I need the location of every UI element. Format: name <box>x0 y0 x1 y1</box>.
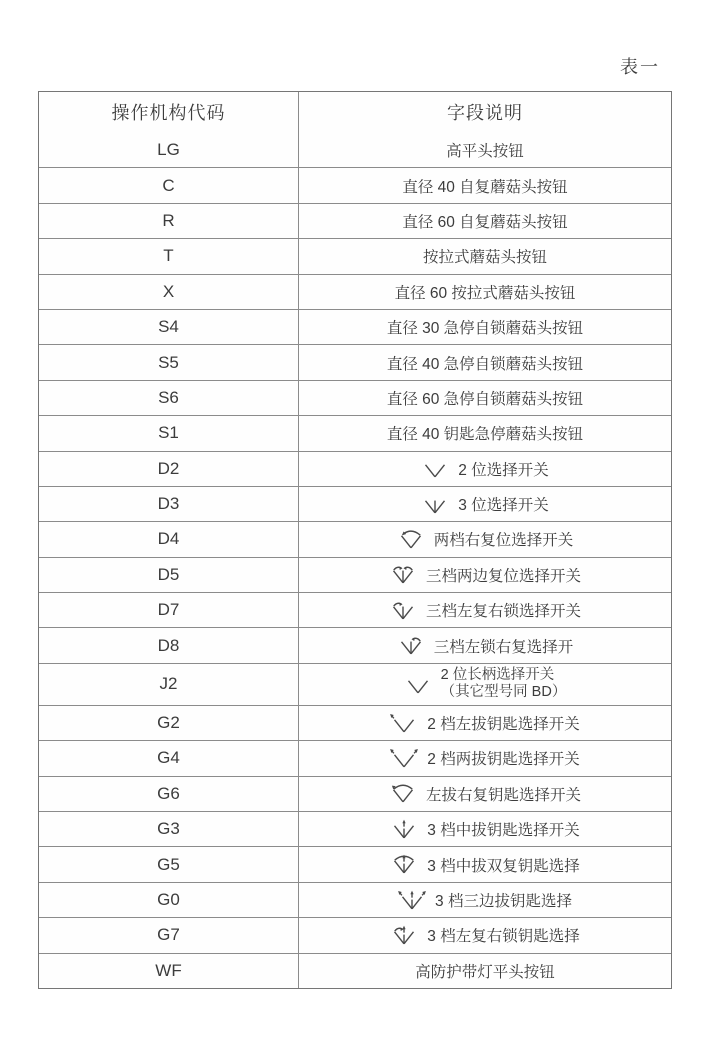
operator-code-cell: D2 <box>39 452 299 486</box>
table-row <box>39 238 671 273</box>
table-caption: 表一 <box>620 57 660 77</box>
table-row <box>39 521 671 556</box>
operator-code-cell: S5 <box>39 345 299 379</box>
column-header-field-description: 字段说明 <box>447 103 523 123</box>
table-row <box>39 167 671 202</box>
operator-code-cell: G0 <box>39 883 299 917</box>
description-text: 2 档左拔钥匙选择开关 <box>427 716 580 734</box>
operator-code-cell: G7 <box>39 918 299 952</box>
field-description-cell <box>299 168 671 202</box>
description-text: 2 位选择开关 <box>458 461 549 479</box>
operator-code-cell: G4 <box>39 741 299 775</box>
selector-3pos-return-both-icon <box>389 564 417 585</box>
description-line-2: （其它型号同 BD） <box>440 684 567 701</box>
selector-3pos-icon <box>421 494 449 515</box>
description-text: 两档右复位选择开关 <box>433 532 574 550</box>
description-text: 左拔右复钥匙选择开关 <box>425 786 581 804</box>
selector-2pos-spring-return-icon <box>397 529 425 550</box>
field-description-cell <box>299 664 671 705</box>
field-description-cell <box>299 522 671 556</box>
description-text: 直径 60 按拉式蘑菇头按钮 <box>394 284 576 302</box>
operator-code-cell: S6 <box>39 381 299 415</box>
description-text: 按拉式蘑菇头按钮 <box>422 249 547 267</box>
selector-3pos-key-mid-icon <box>390 819 418 840</box>
table-row <box>39 705 671 740</box>
table-row <box>39 274 671 309</box>
operator-code-cell: D5 <box>39 558 299 592</box>
column-header-operator-code: 操作机构代码 <box>39 92 299 132</box>
table-row <box>39 592 671 627</box>
operator-code-cell: X <box>39 275 299 309</box>
table-row <box>39 663 671 705</box>
description-text: 直径 40 钥匙急停蘑菇头按钮 <box>386 426 584 444</box>
description-text: 3 档三边拔钥匙选择 <box>435 893 572 910</box>
table-body <box>39 132 671 988</box>
operator-code-cell: G6 <box>39 777 299 811</box>
table-row <box>39 627 671 662</box>
description-text: 直径 60 自复蘑菇头按钮 <box>402 213 568 231</box>
description-text: 3 档左复右锁钥匙选择 <box>427 928 580 946</box>
field-description-cell <box>299 487 671 521</box>
table-row <box>39 776 671 811</box>
field-description-cell <box>299 452 671 486</box>
description-text: 直径 30 急停自锁蘑菇头按钮 <box>386 320 584 338</box>
selector-3pos-return-right-icon <box>397 635 425 656</box>
operator-code-cell: T <box>39 239 299 273</box>
field-description-cell <box>299 345 671 379</box>
field-description-cell <box>299 883 671 917</box>
field-description-cell <box>299 204 671 238</box>
field-description-cell <box>299 812 671 846</box>
description-text: 直径 40 自复蘑菇头按钮 <box>402 178 568 196</box>
operator-code-cell: S1 <box>39 416 299 450</box>
operator-code-table <box>38 91 672 989</box>
description-text: 高平头按钮 <box>446 142 524 160</box>
operator-code-cell: D3 <box>39 487 299 521</box>
operator-code-cell: D8 <box>39 628 299 662</box>
field-description-cell <box>299 628 671 662</box>
selector-2pos-key-arc-icon <box>389 783 417 804</box>
description-text: 高防护带灯平头按钮 <box>415 963 555 981</box>
operator-code-cell: G3 <box>39 812 299 846</box>
operator-code-cell: G2 <box>39 706 299 740</box>
table-row <box>39 344 671 379</box>
selector-3pos-key-all-icon <box>398 890 426 911</box>
table-row <box>39 882 671 917</box>
description-text: 3 档中拔钥匙选择开关 <box>427 822 580 840</box>
selector-2pos-icon <box>404 674 432 695</box>
field-description-cell <box>299 275 671 309</box>
table-row <box>39 415 671 450</box>
operator-code-cell: J2 <box>39 664 299 705</box>
description-text: 三档两边复位选择开关 <box>425 567 581 585</box>
field-description-cell <box>299 741 671 775</box>
operator-code-cell: R <box>39 204 299 238</box>
table-row <box>39 953 671 988</box>
description-text: 三档左锁右复选择开 <box>433 638 574 656</box>
field-description-cell <box>299 593 671 627</box>
operator-code-cell: LG <box>39 132 299 167</box>
field-description-cell <box>299 918 671 952</box>
table-row <box>39 203 671 238</box>
field-description-cell <box>299 132 671 167</box>
selector-3pos-return-left-key-mid-icon <box>390 925 418 946</box>
table-row <box>39 811 671 846</box>
table-row <box>39 557 671 592</box>
operator-code-cell: G5 <box>39 847 299 881</box>
operator-code-cell: C <box>39 168 299 202</box>
selector-3pos-return-left-icon <box>389 600 417 621</box>
description-text: 直径 40 急停自锁蘑菇头按钮 <box>386 355 584 373</box>
description-text: 2 档两拔钥匙选择开关 <box>427 751 580 769</box>
field-description-cell <box>299 847 671 881</box>
description-text: 3 位选择开关 <box>458 497 549 515</box>
selector-2pos-icon <box>421 458 449 479</box>
field-description-cell <box>299 381 671 415</box>
operator-code-cell: WF <box>39 954 299 988</box>
table-row <box>39 132 671 167</box>
operator-code-cell: S4 <box>39 310 299 344</box>
field-description-cell <box>299 558 671 592</box>
description-text <box>441 667 567 702</box>
description-text: 3 档中拔双复钥匙选择 <box>427 857 580 875</box>
description-text: 直径 60 急停自锁蘑菇头按钮 <box>386 390 584 408</box>
table-row <box>39 846 671 881</box>
selector-2pos-key-both-icon <box>390 748 418 769</box>
field-description-cell <box>299 239 671 273</box>
selector-2pos-key-left-icon <box>390 713 418 734</box>
table-row <box>39 486 671 521</box>
field-description-cell <box>299 310 671 344</box>
table-row <box>39 380 671 415</box>
operator-code-cell: D7 <box>39 593 299 627</box>
field-description-cell <box>299 706 671 740</box>
table-row <box>39 740 671 775</box>
table-row <box>39 309 671 344</box>
operator-code-cell: D4 <box>39 522 299 556</box>
description-line-1: 2 位长柄选择开关 <box>440 666 555 683</box>
field-description-cell <box>299 954 671 988</box>
field-description-cell <box>299 777 671 811</box>
table-row <box>39 451 671 486</box>
selector-3pos-arc-key-mid-icon <box>390 854 418 875</box>
table-header-row <box>39 92 671 132</box>
field-description-cell <box>299 416 671 450</box>
description-text: 三档左复右锁选择开关 <box>425 603 581 621</box>
table-row <box>39 917 671 952</box>
